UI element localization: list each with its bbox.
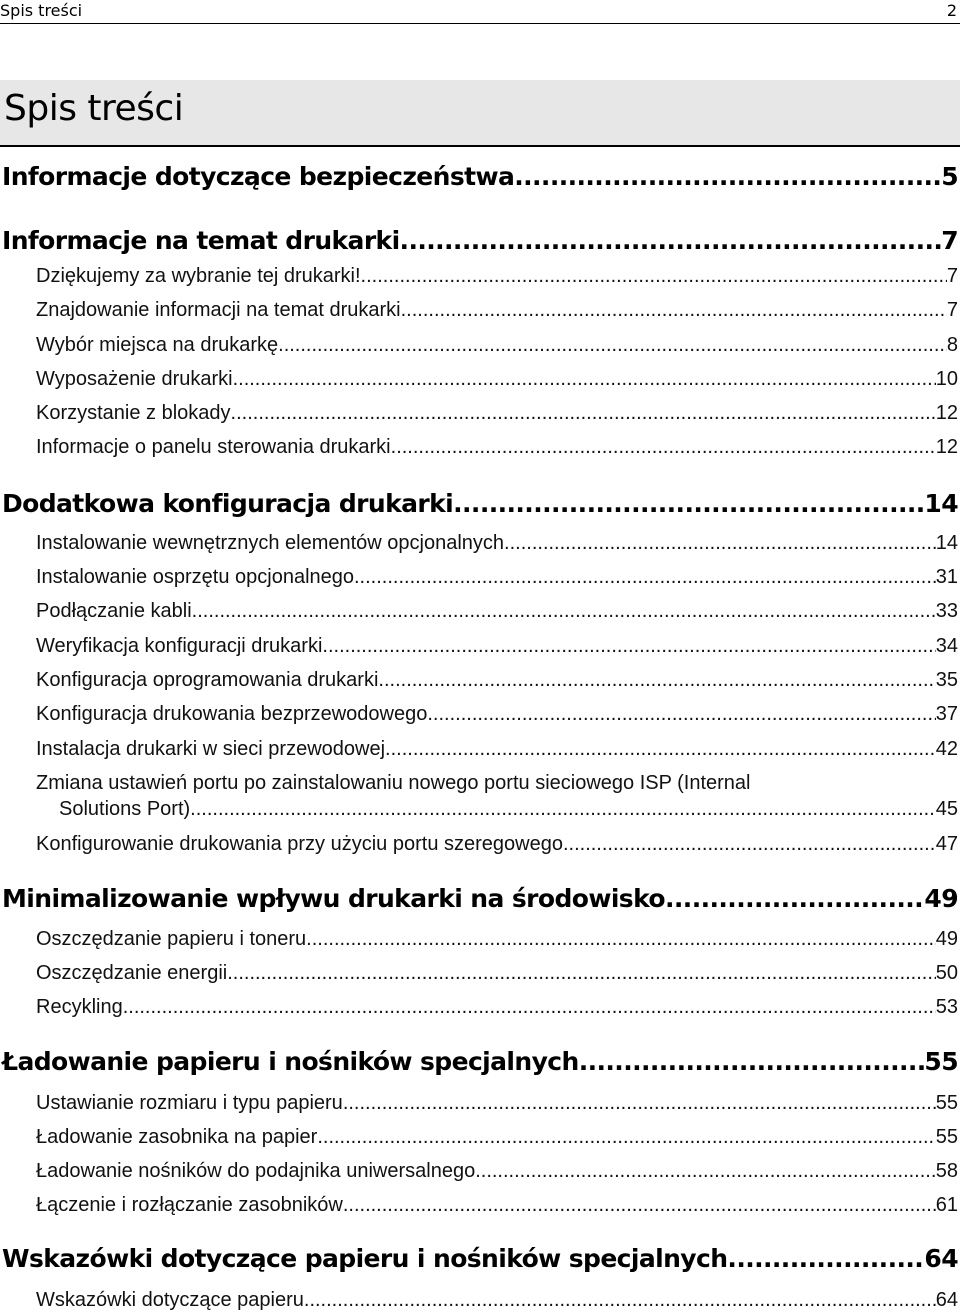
toc-entry-label: Konfigurowanie drukowania przy użyciu portu szeregowego <box>36 833 563 855</box>
toc-dot-leader <box>233 368 936 391</box>
toc-entry-page: 12 <box>935 436 958 458</box>
toc-section-entry[interactable] <box>36 600 958 623</box>
toc-entry-label: Informacje dotyczące bezpieczeństwa <box>2 162 515 191</box>
running-header-title: Spis treści <box>0 1 83 20</box>
toc-entry-label: Instalowanie osprzętu opcjonalnego <box>36 566 354 588</box>
toc-dot-leader <box>190 798 936 821</box>
toc-section-entry[interactable] <box>36 436 958 459</box>
toc-entry-label: Podłączanie kabli <box>36 600 192 622</box>
toc-dot-leader <box>227 962 936 985</box>
toc-section-entry[interactable] <box>36 772 958 821</box>
toc-entry-label: Ładowanie nośników do podajnika uniwersalnego <box>36 1160 476 1182</box>
toc-section-entry[interactable] <box>36 299 958 322</box>
running-header-page-number: 2 <box>946 1 957 20</box>
toc-entry-label: Konfiguracja oprogramowania drukarki <box>36 669 379 691</box>
toc-section-entry[interactable] <box>36 996 958 1019</box>
toc-dot-leader <box>453 489 924 518</box>
toc-entry-label: Wskazówki dotyczące papieru <box>36 1289 304 1311</box>
toc-section-entry[interactable] <box>36 265 958 288</box>
toc-entry-page: 7 <box>941 226 958 255</box>
toc-entry-page: 49 <box>924 884 958 913</box>
toc-dot-leader <box>306 928 936 951</box>
toc-entry-page: 35 <box>935 669 958 691</box>
toc-dot-leader <box>366 265 947 288</box>
toc-chapter-entry[interactable] <box>2 226 958 255</box>
toc-entry-page: 42 <box>935 738 958 760</box>
toc-entry-label: Oszczędzanie papieru i toneru <box>36 928 307 950</box>
toc-dot-leader <box>475 1160 936 1183</box>
toc-dot-leader <box>514 162 941 191</box>
toc-entry-label: Informacje na temat drukarki <box>2 226 400 255</box>
toc-chapter-entry[interactable] <box>2 884 958 913</box>
toc-dot-leader <box>504 532 936 555</box>
toc-dot-leader <box>401 299 947 322</box>
toc-entry-page: 55 <box>935 1092 958 1114</box>
toc-dot-leader <box>231 402 936 425</box>
toc-entry-page: 53 <box>935 996 958 1018</box>
toc-section-entry[interactable] <box>36 1289 958 1312</box>
toc-entry-page: 33 <box>935 600 958 622</box>
toc-dot-leader <box>385 738 936 761</box>
toc-entry-page: 58 <box>935 1160 958 1182</box>
toc-entry-label: Minimalizowanie wpływu drukarki na środowisko <box>2 884 666 913</box>
toc-entry-page: 50 <box>935 962 958 984</box>
toc-dot-leader <box>192 600 936 623</box>
toc-dot-leader <box>354 566 936 589</box>
toc-chapter-entry[interactable] <box>2 162 958 191</box>
toc-entry-page: 7 <box>946 265 958 287</box>
toc-entry-page: 34 <box>935 635 958 657</box>
toc-entry-page: 7 <box>946 299 958 321</box>
toc-entry-label: Instalacja drukarki w sieci przewodowej <box>36 738 386 760</box>
toc-entry-label: Wyposażenie drukarki <box>36 368 233 390</box>
toc-section-entry[interactable] <box>36 1092 958 1115</box>
toc-entry-label: Znajdowanie informacji na temat drukarki <box>36 299 401 321</box>
toc-section-entry[interactable] <box>36 1194 958 1217</box>
toc-entry-label: Korzystanie z blokady <box>36 402 231 424</box>
toc-dot-leader <box>317 1126 935 1149</box>
toc-dot-leader <box>563 833 936 856</box>
toc-section-entry[interactable] <box>36 1126 958 1149</box>
toc-section-entry[interactable] <box>36 738 958 761</box>
toc-entry-label: Ładowanie zasobnika na papier <box>36 1126 318 1148</box>
toc-dot-leader <box>278 334 947 357</box>
toc-section-entry[interactable] <box>36 962 958 985</box>
toc-entry-page: 31 <box>935 566 958 588</box>
toc-dot-leader <box>727 1244 924 1273</box>
toc-section-entry[interactable] <box>36 635 958 658</box>
toc-chapter-entry[interactable] <box>2 1047 958 1076</box>
toc-entry-label: Wybór miejsca na drukarkę <box>36 334 279 356</box>
toc-section-entry[interactable] <box>36 532 958 555</box>
toc-dot-leader <box>343 1092 936 1115</box>
toc-section-entry[interactable] <box>36 669 958 692</box>
toc-entry-page: 49 <box>935 928 958 950</box>
toc-dot-leader <box>665 884 924 913</box>
toc-section-entry[interactable] <box>36 1160 958 1183</box>
toc-dot-leader <box>322 635 935 658</box>
toc-entry-page: 45 <box>935 798 958 820</box>
toc-dot-leader <box>579 1047 925 1076</box>
toc-title: Spis treści <box>4 88 184 129</box>
toc-dot-leader <box>391 436 936 459</box>
toc-entry-page: 61 <box>935 1194 958 1216</box>
toc-entry-label: Recykling <box>36 996 123 1018</box>
toc-section-entry[interactable] <box>36 928 958 951</box>
toc-entry-page: 14 <box>924 489 958 518</box>
toc-entry-label: Łączenie i rozłączanie zasobników <box>36 1194 343 1216</box>
toc-dot-leader <box>378 669 935 692</box>
toc-entry-page: 14 <box>935 532 958 554</box>
toc-entry-page: 64 <box>924 1244 958 1273</box>
toc-section-entry[interactable] <box>36 402 958 425</box>
toc-section-entry[interactable] <box>36 703 958 726</box>
toc-entry-label: Konfiguracja drukowania bezprzewodowego <box>36 703 428 725</box>
toc-entry-page: 55 <box>924 1047 958 1076</box>
toc-section-entry[interactable] <box>36 334 958 357</box>
toc-dot-leader <box>304 1289 936 1312</box>
toc-dot-leader <box>123 996 936 1019</box>
toc-section-entry[interactable] <box>36 368 958 391</box>
toc-entry-label: Informacje o panelu sterowania drukarki <box>36 436 391 458</box>
toc-dot-leader <box>427 703 935 726</box>
toc-entry-label: Dodatkowa konfiguracja drukarki <box>2 489 454 518</box>
toc-entry-label: Ładowanie papieru i nośników specjalnych <box>2 1047 579 1076</box>
toc-entry-page: 5 <box>941 162 958 191</box>
toc-entry-page: 12 <box>935 402 958 424</box>
toc-entry-label-continuation: Solutions Port) <box>59 798 191 820</box>
toc-entry-label: Zmiana ustawień portu po zainstalowaniu nowego portu sieciowego ISP (Internal <box>36 772 751 794</box>
toc-entry-page: 64 <box>935 1289 958 1311</box>
toc-entry-label: Wskazówki dotyczące papieru i nośników specjalnych <box>2 1244 728 1273</box>
toc-entry-label: Weryfikacja konfiguracji drukarki <box>36 635 323 657</box>
toc-entry-label: Instalowanie wewnętrznych elementów opcjonalnych <box>36 532 505 554</box>
toc-entry-page: 8 <box>946 334 958 356</box>
toc-entry-page: 47 <box>935 833 958 855</box>
toc-section-entry[interactable] <box>36 566 958 589</box>
toc-entry-label: Ustawianie rozmiaru i typu papieru <box>36 1092 343 1114</box>
toc-entry-page: 37 <box>935 703 958 725</box>
toc-chapter-entry[interactable] <box>2 1244 958 1273</box>
toc-entry-continuation <box>59 798 958 821</box>
toc-chapter-entry[interactable] <box>2 489 958 518</box>
toc-entry-page: 10 <box>935 368 958 390</box>
toc-dot-leader <box>400 226 942 255</box>
toc-section-entry[interactable] <box>36 833 958 856</box>
toc-entry-label: Oszczędzanie energii <box>36 962 228 984</box>
toc-dot-leader <box>343 1194 936 1217</box>
toc-entry-label: Dziękujemy za wybranie tej drukarki!. <box>36 265 367 287</box>
toc-entry-page: 55 <box>935 1126 958 1148</box>
